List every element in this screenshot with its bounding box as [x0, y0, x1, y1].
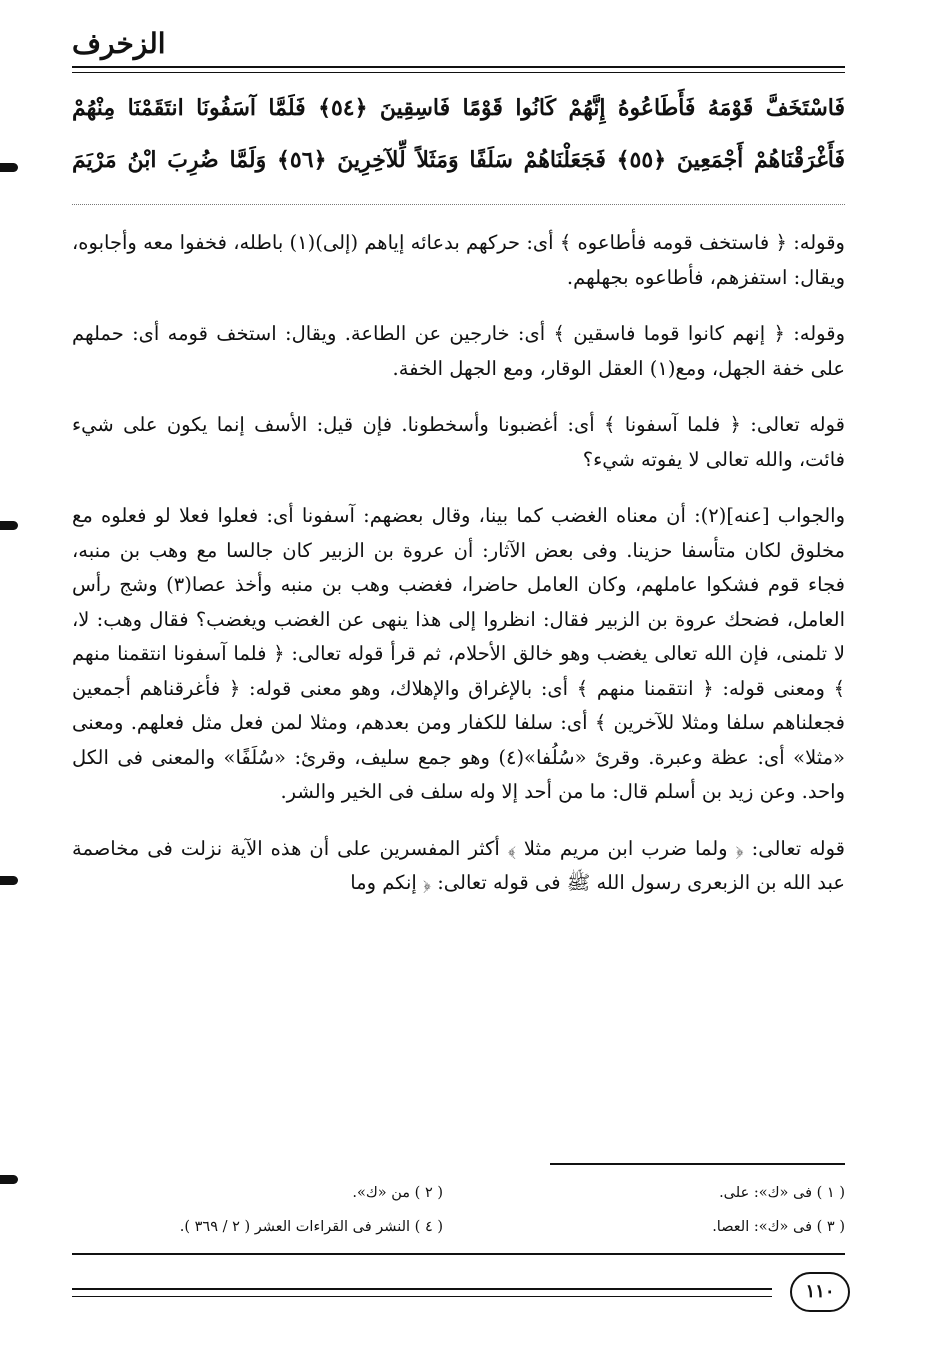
- header-rule-thin: [72, 72, 845, 73]
- paragraph: قوله تعالى: ﴿ فلما آسفونا ﴾ أى: أغضبونا وأسخطونا. فإن قيل: الأسف إنما يكون على شيء فائت، والله تعالى لا يفوته شيء؟: [72, 413, 845, 471]
- quran-verses: [72, 82, 845, 186]
- margin-marker: [0, 873, 26, 887]
- footer-rule: [72, 1296, 772, 1297]
- page-number: ١١٠: [790, 1272, 850, 1312]
- verse-separator: [72, 204, 845, 205]
- margin-marker: [0, 518, 26, 532]
- footer-rule: [72, 1253, 845, 1255]
- footnote-2: ( ٢ ) من «ك».: [352, 1185, 444, 1201]
- footer-rule: [72, 1288, 772, 1290]
- footnotes: [72, 1176, 845, 1244]
- footnote-1: ( ١ ) فى «ك»: على.: [719, 1185, 845, 1201]
- footnote-4: ( ٤ ) النشر فى القراءات العشر ( ٢ / ٣٦٩ ).: [179, 1219, 444, 1235]
- footnote-rule: [550, 1163, 845, 1165]
- commentary-text: [72, 226, 845, 923]
- paragraph: وقوله: ﴿ إنهم كانوا قوما فاسقين ﴾ أى: خارجين عن الطاعة. ويقال: استخف قومه أى: حملهم على خفة الجهل، ومع(١) العقل الوقار، ومع الجهل الخفة.: [72, 322, 845, 380]
- paragraph: قوله تعالى: ﴿ ولما ضرب ابن مريم مثلا ﴾ أكثر المفسرين على أن هذه الآية نزلت فى مخاصمة عبد الله بن الزبعرى رسول الله ﷺ فى قوله تعالى: ﴿ إنكم وما: [72, 836, 845, 894]
- quran-line: فَاسْتَخَفَّ قَوْمَهُ فَأَطَاعُوهُ إِنَّهُمْ كَانُوا قَوْمًا فَاسِقِينَ ﴿٥٤﴾ فَلَمَّا آسَفُونَا انتَقَمْنَا مِنْهُمْ: [72, 95, 845, 121]
- header-rule-thick: [72, 66, 845, 68]
- margin-marker: [0, 160, 26, 174]
- paragraph: وقوله: ﴿ فاستخف قومه فأطاعوه ﴾ أى: حركهم بدعائه إياهم (إلى)(١) باطله، فخفوا معه وأجابوه، ويقال: استفزهم، فأطاعوه بجهلهم.: [72, 231, 845, 289]
- footnote-3: ( ٣ ) فى «ك»: العصا.: [712, 1219, 845, 1235]
- paragraph: والجواب [عنه](٢): أن معناه الغضب كما بينا، وقال بعضهم: آسفونا أى: فعلوا فعلا لو فعلوه مع مخلوق لكان متأسفا حزينا. وفى بعض الآثار: أن عروة بن الزبير كان جالسا مع وهب بن منبه، فجاء قوم فشكوا عاملهم، وكان العامل حاضرا، فغضب وهب بن منبه وأخذ عصا(٣) وشج رأس العامل، فضحك عروة بن الزبير فقال: انظروا إلى هذا ينهى عن الغضب ويغضب؟ فقال وهب: لا، لا تلمنى، فإن الله تعالى يغضب وهو خالق الأحلام، ثم قرأ قوله تعالى: ﴿ فلما آسفونا انتقمنا منهم ﴾ ومعنى قوله: ﴿ انتقمنا منهم ﴾ أى: بالإغراق والإهلاك، وهو معنى قوله: ﴿ فأغرقناهم أجمعين فجعلناهم سلفا ومثلا للآخرين ﴾ أى: سلفا للكفار ومن بعدهم، ومثلا لمن فعل مثل فعلهم. ومعنى «مثلا» أى: عظة وعبرة. وقرئ «سُلُفا»(٤) وهو جمع سليف، وقرئ: «سُلَفًا» والمعنى فى الكل واحد. وعن زيد بن أسلم قال: ما من أحد إلا وله سلف فى الخير والشر.: [72, 504, 845, 803]
- quran-line: فَأَغْرَقْنَاهُمْ أَجْمَعِينَ ﴿٥٥﴾ فَجَعَلْنَاهُمْ سَلَفًا وَمَثَلاً لِّلآخِرِينَ ﴿٥٦﴾ وَلَمَّا ضُرِبَ ابْنُ مَرْيَمَ: [72, 147, 845, 173]
- margin-marker: [0, 1172, 26, 1186]
- surah-header-title: الزخرف: [72, 27, 166, 60]
